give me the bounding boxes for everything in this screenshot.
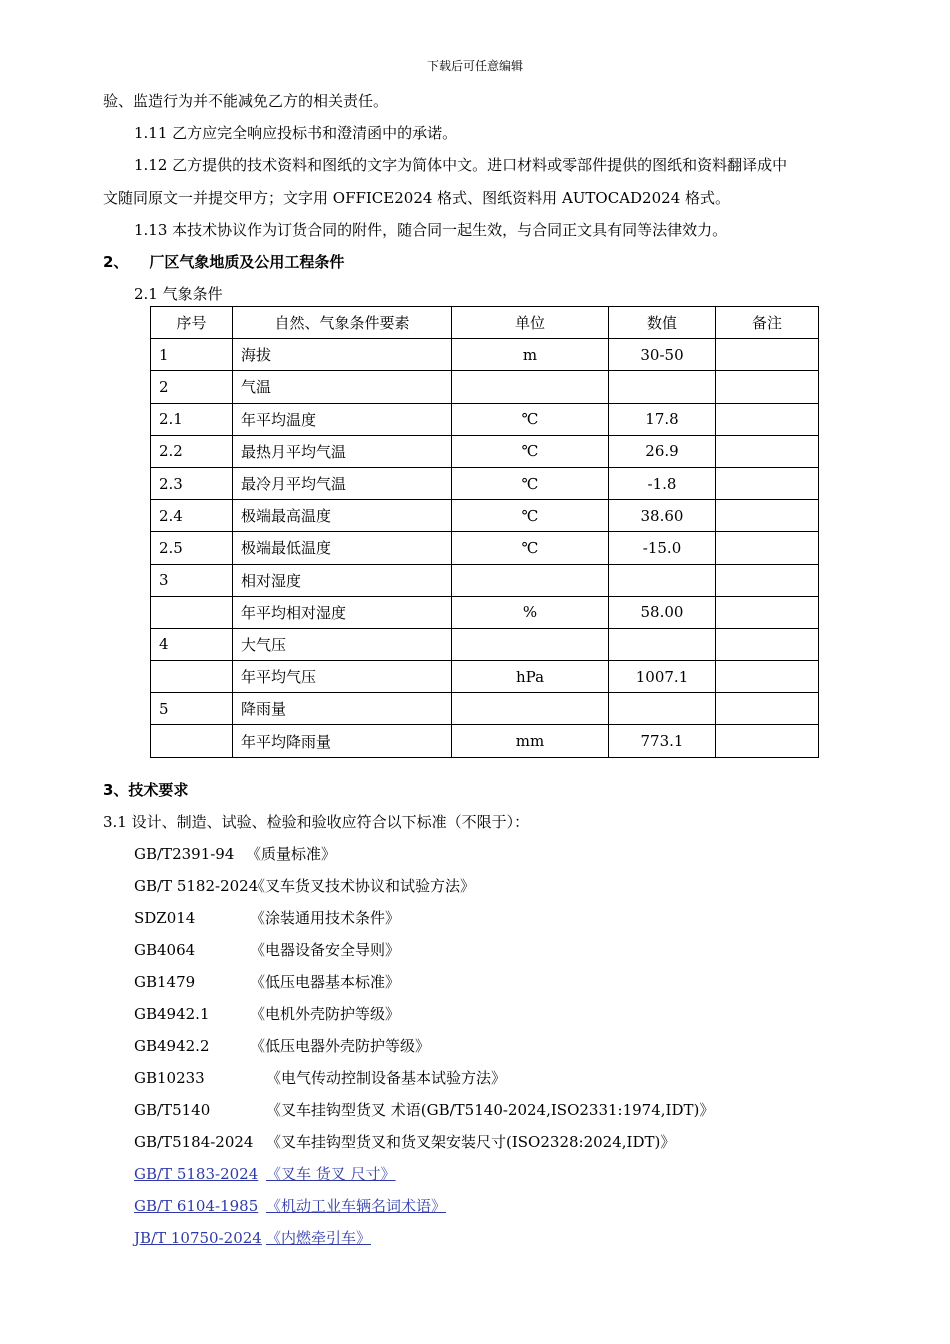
row-value [609,564,716,596]
row-remark [716,339,819,371]
row-value: 30-50 [609,339,716,371]
row-element: 极端最高温度 [233,500,452,532]
table-row [151,371,819,403]
page-header: 下载后可任意编辑 [426,59,523,73]
header-cell-unit: 单位 [452,307,609,339]
section-2-1-subheading: 2.1 气象条件 [134,285,223,303]
table-row [151,725,819,757]
standard-name: 《电器设备安全导则》 [250,941,401,959]
clause-1-12-continued: 文随同原文一并提交甲方；文字用 OFFICE2024 格式、图纸资料用 AUTOCAD2024 格式。 [103,189,730,207]
row-unit [452,371,609,403]
row-index: 2.5 [151,532,233,564]
row-value [609,371,716,403]
row-index: 3 [151,564,233,596]
row-element: 相对湿度 [233,564,452,596]
row-unit: ℃ [452,403,609,435]
table-row [151,628,819,660]
row-remark [716,693,819,725]
table-row [151,596,819,628]
row-unit [452,693,609,725]
row-element: 降雨量 [233,693,452,725]
row-index: 2 [151,371,233,403]
clause-1-12: 1.12 乙方提供的技术资料和图纸的文字为简体中文。进口材料或零部件提供的图纸和资料翻译成中 [134,156,788,174]
row-value: -15.0 [609,532,716,564]
row-index: 2.4 [151,500,233,532]
table-row [151,403,819,435]
standard-link-name[interactable]: 《机动工业车辆名词术语》 [266,1197,447,1215]
table-row [151,693,819,725]
row-element: 气温 [233,371,452,403]
table-header-row [151,307,819,339]
table-row [151,532,819,564]
row-value: 26.9 [609,435,716,467]
table-row [151,435,819,467]
standard-code: SDZ014 [134,909,196,927]
row-element: 年平均气压 [233,661,452,693]
row-remark [716,596,819,628]
row-unit: ℃ [452,467,609,499]
row-index: 2.1 [151,403,233,435]
standard-code: GB/T2391-94 [134,845,235,863]
row-index [151,596,233,628]
row-element: 极端最低温度 [233,532,452,564]
row-element: 最热月平均气温 [233,435,452,467]
section-3-1-intro: 3.1 设计、制造、试验、检验和验收应符合以下标准（不限于）： [103,813,530,831]
standard-name: 《涂装通用技术条件》 [250,909,401,927]
row-unit [452,564,609,596]
weather-conditions-table [150,306,819,758]
row-remark [716,725,819,757]
row-value: 58.00 [609,596,716,628]
standard-code: GB10233 [134,1069,205,1087]
standard-link-code[interactable]: GB/T 5183-2024 [134,1165,259,1183]
table-row [151,661,819,693]
standard-name: 《电气传动控制设备基本试验方法》 [266,1069,507,1087]
standard-code: GB/T5184-2024 [134,1133,254,1151]
header-cell-index: 序号 [151,307,233,339]
row-remark [716,467,819,499]
standard-code: GB4942.1 [134,1005,210,1023]
row-remark [716,371,819,403]
row-index: 2.3 [151,467,233,499]
row-remark [716,564,819,596]
row-unit: ℃ [452,435,609,467]
header-cell-remark: 备注 [716,307,819,339]
row-element: 海拔 [233,339,452,371]
standard-link-code[interactable]: JB/T 10750-2024 [134,1229,262,1247]
table-row [151,500,819,532]
standard-code: GB/T5140 [134,1101,211,1119]
paragraph-continuation: 验、监造行为并不能减免乙方的相关责任。 [103,92,389,110]
standard-name: 《电机外壳防护等级》 [250,1005,401,1023]
standard-code: GB/T 5182-2024 [134,877,259,895]
row-remark [716,403,819,435]
row-remark [716,435,819,467]
row-remark [716,532,819,564]
standard-code: GB4942.2 [134,1037,210,1055]
standard-link-name[interactable]: 《内燃牵引车》 [266,1229,372,1247]
row-element: 最冷月平均气温 [233,467,452,499]
standard-name: 《叉车货叉技术协议和试验方法》 [250,877,476,895]
standard-name: 《叉车挂钩型货叉和货叉架安装尺寸(ISO2328:2024,IDT)》 [266,1133,676,1151]
header-cell-element: 自然、气象条件要素 [233,307,452,339]
clause-1-11: 1.11 乙方应完全响应投标书和澄清函中的承诺。 [134,124,458,142]
table-row [151,467,819,499]
row-value [609,628,716,660]
row-unit: hPa [452,661,609,693]
section-2-heading: 2、 厂区气象地质及公用工程条件 [103,253,345,271]
row-element: 年平均相对湿度 [233,596,452,628]
row-element: 年平均降雨量 [233,725,452,757]
row-value [609,693,716,725]
row-index: 4 [151,628,233,660]
standard-link-name[interactable]: 《叉车 货叉 尺寸》 [266,1165,396,1183]
row-index [151,725,233,757]
row-remark [716,500,819,532]
row-unit: ℃ [452,500,609,532]
row-unit: % [452,596,609,628]
header-cell-value: 数值 [609,307,716,339]
row-remark [716,661,819,693]
row-value: 1007.1 [609,661,716,693]
row-element: 年平均温度 [233,403,452,435]
row-unit: ℃ [452,532,609,564]
standard-name: 《低压电器基本标准》 [250,973,401,991]
row-value: 773.1 [609,725,716,757]
row-element: 大气压 [233,628,452,660]
standard-code: GB4064 [134,941,196,959]
standard-name: 《叉车挂钩型货叉 术语(GB/T5140-2024,ISO2331:1974,IDT)》 [266,1101,715,1119]
section-3-heading: 3、技术要求 [103,781,189,799]
row-value: -1.8 [609,467,716,499]
row-index: 1 [151,339,233,371]
row-unit: m [452,339,609,371]
row-unit [452,628,609,660]
standard-name: 《低压电器外壳防护等级》 [250,1037,431,1055]
table-row [151,339,819,371]
table-row [151,564,819,596]
row-index: 2.2 [151,435,233,467]
row-unit: mm [452,725,609,757]
standard-link-code[interactable]: GB/T 6104-1985 [134,1197,259,1215]
standard-name: 《质量标准》 [246,845,337,863]
clause-1-13: 1.13 本技术协议作为订货合同的附件，随合同一起生效，与合同正文具有同等法律效力。 [134,221,728,239]
row-index: 5 [151,693,233,725]
standard-code: GB1479 [134,973,196,991]
row-index [151,661,233,693]
row-value: 38.60 [609,500,716,532]
row-remark [716,628,819,660]
row-value: 17.8 [609,403,716,435]
